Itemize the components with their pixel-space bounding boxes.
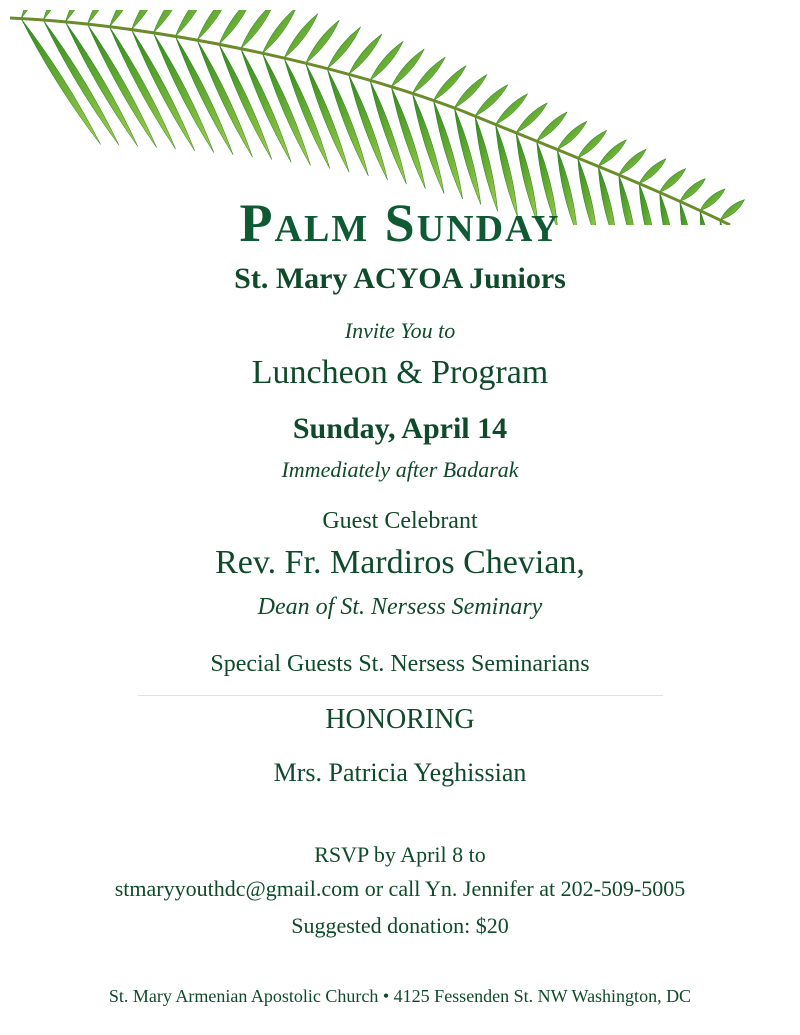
church-address-footer: St. Mary Armenian Apostolic Church • 4125 Fessenden St. NW Washington, DC	[108, 986, 692, 1006]
palm-leaflet	[660, 168, 686, 192]
palm-leaflet	[598, 140, 626, 167]
palm-leaflet	[475, 85, 508, 117]
organization-name: St. Mary ACYOA Juniors	[234, 262, 566, 295]
palm-leaflet	[349, 74, 388, 179]
event-name: Luncheon & Program	[251, 354, 549, 391]
palm-leaflet	[639, 159, 666, 184]
event-timing: Immediately after Badarak	[281, 457, 519, 482]
rsvp-line: RSVP by April 8 to	[314, 842, 486, 867]
palm-leaflet	[516, 103, 547, 133]
honoree-name: Mrs. Patricia Yeghissian	[273, 758, 527, 787]
honoring-label: HONORING	[325, 704, 475, 735]
palm-leaflet	[454, 74, 487, 107]
palm-leaflet	[496, 94, 528, 125]
palm-leaflet	[433, 100, 462, 198]
palm-leaflet	[370, 80, 406, 184]
palm-leaflet	[43, 20, 119, 145]
rsvp-contact: stmaryyouthdc@gmail.com or call Yn. Jennifer at 202-509-5005	[114, 876, 686, 901]
flyer-title: Palm Sunday	[239, 193, 561, 253]
palm-leaflet	[21, 19, 100, 145]
event-date: Sunday, April 14	[292, 412, 508, 445]
palm-leaflet	[327, 69, 368, 176]
guest-celebrant-label: Guest Celebrant	[322, 508, 478, 534]
palm-leaflet	[65, 22, 137, 146]
palm-leaflet	[87, 24, 156, 147]
palm-leaflet	[391, 49, 424, 87]
palm-leaflet	[412, 93, 444, 193]
palm-leaflet	[537, 112, 568, 141]
invite-text: Invite You to	[344, 318, 456, 343]
palm-leaflet	[412, 57, 445, 93]
palm-leaflet	[578, 130, 607, 158]
palm-leaflet	[619, 149, 647, 175]
divider	[138, 695, 663, 696]
guest-celebrant-title: Dean of St. Nersess Seminary	[257, 594, 543, 620]
palm-leaflet	[557, 121, 587, 149]
special-guests: Special Guests St. Nersess Seminarians	[210, 651, 590, 677]
palm-leaflet	[391, 87, 425, 189]
suggested-donation: Suggested donation: $20	[291, 913, 509, 938]
palm-leaflet	[433, 66, 466, 101]
guest-celebrant-name: Rev. Fr. Mardiros Chevian,	[215, 544, 585, 581]
